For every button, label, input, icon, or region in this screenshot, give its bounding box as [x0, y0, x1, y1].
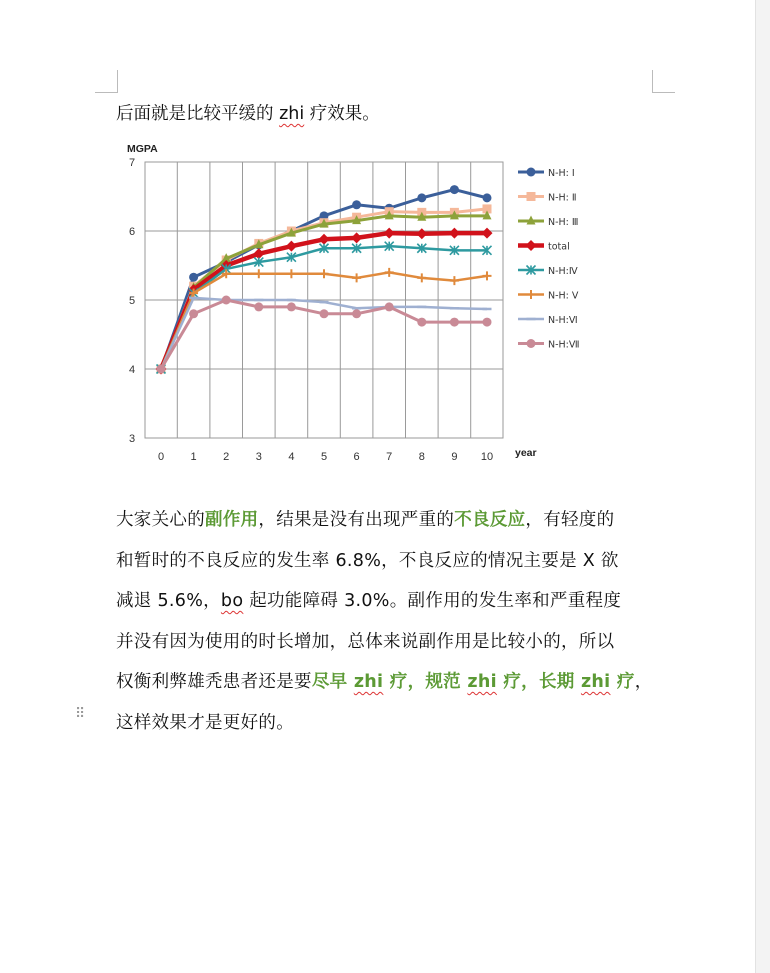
y-axis-label: MGPA [127, 143, 158, 155]
legend-marker [527, 192, 536, 201]
data-point [483, 318, 492, 327]
highlighted-text: ， [521, 672, 539, 692]
chart-svg [108, 138, 608, 470]
legend-marker [527, 168, 536, 177]
data-point [189, 273, 198, 282]
body-paragraph[interactable] [116, 500, 666, 743]
body-line [116, 541, 666, 582]
mgpa-line-chart [108, 138, 608, 470]
x-tick-label: 0 [157, 451, 165, 463]
legend-label: N-H:Ⅳ [548, 266, 578, 277]
body-text-run: 和暂时的不良反应的发生率 6.8%，不良反应的情况主要是 X 欲 [116, 550, 619, 571]
y-tick-label: 3 [129, 433, 136, 445]
highlighted-text: ， [407, 672, 426, 692]
data-point [189, 309, 198, 318]
data-point [450, 185, 459, 194]
y-tick-label: 4 [129, 364, 136, 376]
legend-marker [526, 240, 537, 251]
highlighted-text: 不良反应 [454, 510, 526, 530]
y-tick-label: 6 [129, 226, 136, 238]
x-axis-label: year [515, 447, 537, 459]
highlighted-text: 副作用 [205, 510, 259, 530]
x-tick-label: 10 [480, 451, 494, 463]
x-tick-label: 6 [353, 451, 360, 463]
legend-label: N-H:Ⅵ [548, 315, 578, 326]
body-line [116, 622, 666, 663]
body-text-run: ，结果是没有出现严重的 [258, 510, 455, 530]
body-text-run: ，有轻度的 [525, 510, 615, 530]
highlighted-text: 尽早 [311, 672, 354, 692]
x-tick-label: 5 [320, 451, 328, 463]
body-text-run: bo [220, 591, 244, 611]
data-point [450, 318, 459, 327]
x-tick-label: 2 [223, 451, 230, 463]
data-point [157, 365, 166, 374]
data-point [222, 296, 231, 305]
data-point [417, 318, 426, 327]
intro-text-c: 疗效果。 [304, 104, 380, 124]
highlighted-text: 疗 [383, 672, 408, 692]
legend-marker [527, 290, 536, 299]
data-point [352, 309, 361, 318]
y-tick-label: 5 [129, 295, 136, 307]
x-tick-label: 7 [386, 451, 393, 463]
x-tick-label: 3 [255, 451, 262, 463]
legend-label: N-H: Ⅱ [548, 192, 577, 204]
body-text-run: 大家关心的 [116, 510, 205, 530]
x-tick-label: 8 [418, 451, 425, 463]
intro-text-a: 后面就是比较平缓的 [116, 104, 280, 124]
page-corner-mark-right [652, 70, 675, 93]
data-point [320, 309, 329, 318]
window-scrollbar-edge [755, 0, 770, 973]
x-tick-label: 4 [288, 451, 295, 463]
drag-handle-icon[interactable]: ⠿ [75, 706, 85, 722]
legend-label: N-H:Ⅶ [548, 339, 580, 351]
body-line [116, 703, 666, 744]
highlighted-text: 疗 [610, 672, 635, 692]
x-tick-label: 1 [190, 451, 197, 463]
intro-spellcheck-word: zhi [279, 104, 305, 124]
body-text-run: 起功能障碍 3.0%。副作用的发生率和严重程度 [243, 591, 622, 611]
body-line [116, 581, 666, 622]
legend-label: N-H: Ⅰ [548, 168, 575, 179]
data-point [287, 302, 296, 311]
body-line [116, 662, 666, 703]
y-tick-label: 7 [129, 157, 136, 169]
legend-label: N-H: Ⅲ [548, 217, 579, 228]
data-point [352, 200, 361, 209]
legend-marker [527, 339, 536, 348]
body-text-run: 并没有因为使用的时长增加，总体来说副作用是比较小的，所以 [116, 631, 615, 652]
data-point [417, 193, 426, 202]
legend-label: total [548, 241, 570, 253]
body-text-run: 权衡利弊雄秃患者还是要 [116, 672, 312, 692]
x-tick-label: 9 [451, 451, 458, 463]
body-text-run: ， [634, 672, 653, 692]
data-point [483, 193, 492, 202]
highlighted-text: zhi [467, 672, 497, 692]
data-point [254, 302, 263, 311]
highlighted-text: 规范 [425, 672, 468, 692]
highlighted-text: 疗 [496, 672, 522, 692]
highlighted-text: zhi [580, 672, 611, 692]
body-text-run: 减退 5.6%， [116, 591, 221, 611]
body-text-run: 这样效果才是更好的。 [116, 712, 294, 733]
intro-paragraph[interactable] [116, 100, 676, 128]
body-line [116, 500, 666, 541]
data-point [385, 302, 394, 311]
highlighted-text: zhi [353, 672, 384, 692]
legend-label: N-H: Ⅴ [548, 290, 579, 302]
highlighted-text: 长期 [538, 672, 581, 692]
page-corner-mark-left [95, 70, 118, 93]
